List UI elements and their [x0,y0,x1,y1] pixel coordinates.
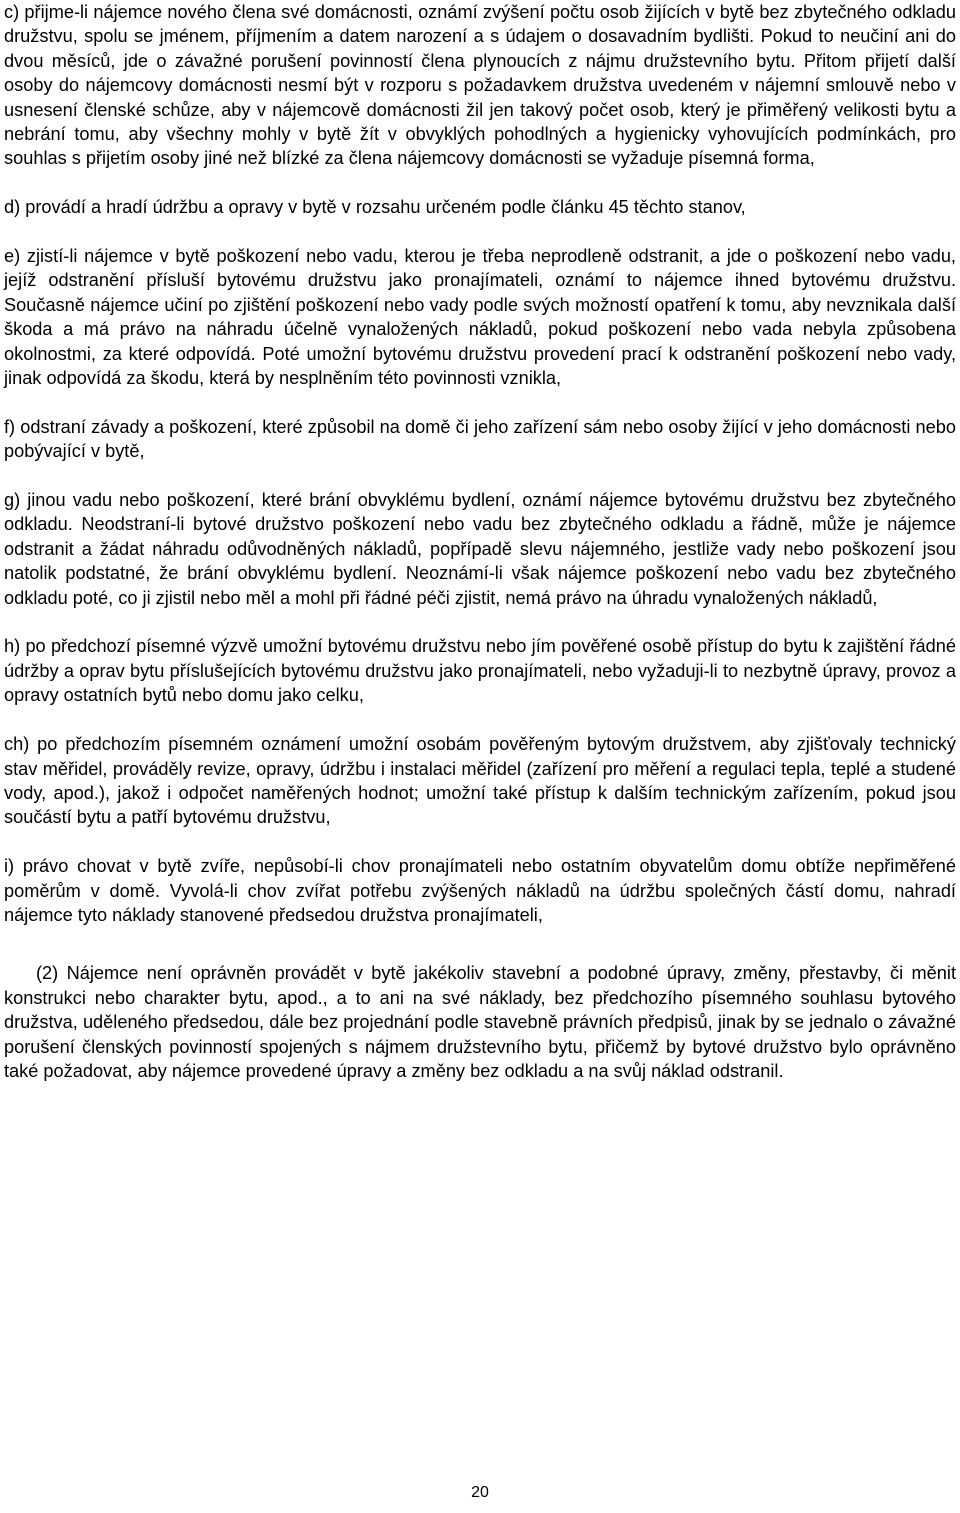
document-body [4,0,956,1083]
paragraph-e: e) zjistí-li nájemce v bytě poškození nebo vadu, kterou je třeba neprodleně odstranit, a jde o poškození nebo vadu, jejíž odstranění přísluší bytovému družstvu jako pronajímateli, oznámí to nájemce ihned bytovému družstvu. Současně nájemce učiní po zjištění poškození nebo vady podle svých možností opatření k tomu, aby nevznikala další škoda a má právo na náhradu účelně vynaložených nákladů, pokud poškození nebo vada nebyla způsobena okolnostmi, za které odpovídá. Poté umožní bytovému družstvu provedení prací k odstranění poškození nebo vady, jinak odpovídá za škodu, která by nesplněním této povinnosti vznikla, [4,246,956,389]
paragraph-c: c) přijme-li nájemce nového člena své domácnosti, oznámí zvýšení počtu osob žijících v bytě bez zbytečného odkladu družstvu, spolu se jménem, příjmením a datem narození a s údajem o dosavadním bydlišti. Pokud to neučiní ani do dvou měsíců, jde o závažné porušení povinností člena plynoucích z nájmu družstevního bytu. Přitom přijetí další osoby do nájemcovy domácnosti nesmí být v rozporu s požadavkem družstva uvedeném v nájemní smlouvě nebo v usnesení členské schůze, aby v nájemcově domácnosti žil jen takový počet osob, který je přiměřený velikosti bytu a nebrání tomu, aby všechny mohly v bytě žít v obvyklých pohodlných a hygienicky vyhovujících podmínkách, pro souhlas s přijetím osoby jiné než blízké za člena nájemcovy domácnosti se vyžaduje písemná forma, [4,2,956,169]
paragraph-g: g) jinou vadu nebo poškození, které brání obvyklému bydlení, oznámí nájemce bytovému družstvu bez zbytečného odkladu. Neodstraní-li bytové družstvo poškození nebo vadu bez zbytečného odkladu a řádně, může je nájemce odstranit a žádat náhradu odůvodněných nákladů, popřípadě slevu nájemného, jestliže vady nebo poškození jsou natolik podstatné, že brání obvyklému bydlení. Neoznámí-li však nájemce poškození nebo vadu bez zbytečného odkladu poté, co ji zjistil nebo měl a mohl při řádné péči zjistit, nemá právo na úhradu vynaložených nákladů, [4,490,956,608]
paragraph-f: f) odstraní závady a poškození, které způsobil na domě či jeho zařízení sám nebo osoby žijící v jeho domácnosti nebo pobývající v bytě, [4,416,956,462]
paragraph-section-2: (2) Nájemce není oprávněn provádět v bytě jakékoliv stavební a podobné úpravy, změny, přestavby, či měnit konstrukci nebo charakter bytu, apod., a to ani na své náklady, bez předchozího písemného souhlasu bytového družstva, uděleného předsedou, dále bez projednání podle stavebně právních předpisů, jinak by se jednalo o závažné porušení členských povinností spojených s nájmem družstevního bytu, přičemž by bytové družstvo bylo oprávněno také požadovat, aby nájemce provedené úpravy a změny bez odkladu a na svůj náklad odstranil. [4,963,956,1081]
paragraph-i: i) právo chovat v bytě zvíře, nepůsobí-li chov pronajímateli nebo ostatním obyvatelům domu obtíže nepřiměřené poměrům v domě. Vyvolá-li chov zvířat potřebu zvýšených nákladů na údržbu společných částí domu, nahradí nájemce tyto náklady stanovené předsedou družstva pronajímateli, [4,856,956,925]
paragraph-h: h) po předchozí písemné výzvě umožní bytovému družstvu nebo jím pověřené osobě přístup do bytu k zajištění řádné údržby a oprav bytu příslušejících bytovému družstvu jako pronajímateli, nebo vyžaduji-li to nezbytně úpravy, provoz a opravy ostatních bytů nebo domu jako celku, [4,636,956,706]
paragraph-d: d) provádí a hradí údržbu a opravy v bytě v rozsahu určeném podle článku 45 těchto stanov, [4,197,746,218]
paragraph-ch: ch) po předchozím písemném oznámení umožní osobám pověřeným bytovým družstvem, aby zjišťovaly technický stav měřidel, prováděly revize, opravy, údržbu i instalaci měřidel (zařízení pro měření a regulaci tepla, teplé a studené vody, apod.), jakož i odpočet naměřených hodnot; umožní také přístup k dalším technickým zařízením, pokud jsou součástí bytu a patří bytovému družstvu, [4,734,956,828]
page-number: 20 [471,1484,489,1501]
